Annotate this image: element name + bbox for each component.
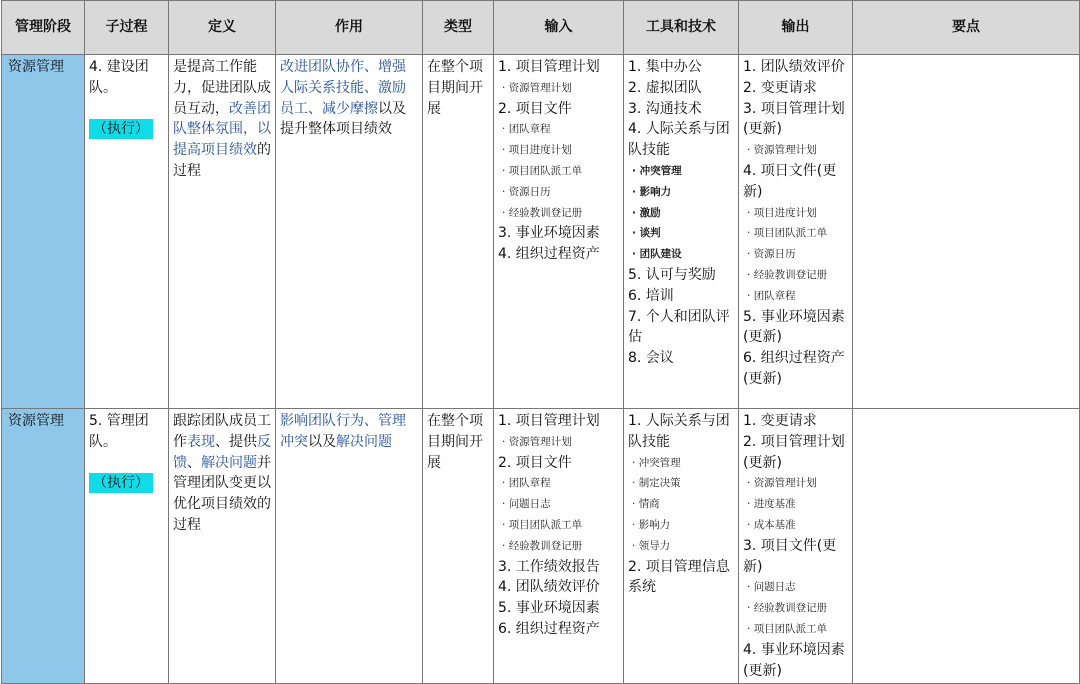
list-subitem: · 团队章程 [498,119,619,140]
tools-cell [624,55,739,409]
list-item: 1. 集中办公 [628,59,702,75]
table-row [2,55,1080,409]
list-subitem: · 项目团队派工单 [743,619,848,640]
header-definition: 定义 [169,1,276,55]
header-stage: 管理阶段 [2,1,85,55]
text-run: 是提高工作能力，促进团队成员互动， [173,59,271,117]
subprocess-name: 4. 建设团队。 [89,59,149,96]
exec-badge: （执行） [89,473,153,493]
text-run: 并管理团队变更以优化项目绩效的过程 [173,454,271,533]
list-item: 3. 事业环境因素 [498,225,600,242]
highlighted-text: 反馈 [173,433,271,471]
list-item: 8. 会议 [628,350,674,367]
list-item: 6. 组织过程资产(更新) [743,350,845,387]
header-inputs: 输入 [494,1,624,55]
list-subitem: · 领导力 [628,536,734,557]
list-subitem: · 谈判 [628,223,734,244]
header-tools: 工具和技术 [624,1,739,55]
purpose-cell [276,55,423,409]
exec-badge: （执行） [89,119,153,139]
list-subitem: · 冲突管理 [628,453,734,474]
type-cell: 在整个项目期间开展 [423,409,494,684]
inputs-cell [494,55,624,409]
list-subitem: · 经验教训登记册 [743,265,848,286]
list-item: 3. 工作绩效报告 [498,558,600,575]
list-item: 2. 项目管理信息系统 [628,558,730,596]
header-type: 类型 [423,1,494,55]
list-subitem: · 团队章程 [498,473,619,494]
list-subitem: · 资源日历 [498,182,619,203]
list-subitem: · 影响力 [628,515,734,536]
stage-cell: 资源管理 [2,409,85,684]
list-subitem: · 团队建设 [628,244,734,265]
list-subitem: · 资源管理计划 [743,473,848,494]
definition-cell [169,409,276,684]
highlighted-text: 解决问题 [201,454,257,471]
process-table [1,0,1080,684]
list-item: 4. 人际关系与团队技能 [628,121,730,159]
list-item: 7. 个人和团队评估 [628,308,730,346]
purpose-cell [276,409,423,684]
list-item: 4. 团队绩效评价 [498,579,600,596]
list-item: 1. 团队绩效评价 [743,59,845,75]
text-run: 、提供 [215,433,257,450]
list-item: 2. 项目文件 [498,454,572,471]
highlighted-text: 表现 [187,433,215,450]
highlighted-text: 改善团队整体氛围，以提高项目绩效 [173,100,271,159]
highlighted-text: 影响团队行为、管理冲突 [280,413,406,450]
definition-cell [169,55,276,409]
list-subitem: · 资源管理计划 [498,78,619,99]
stage-cell: 资源管理 [2,55,85,409]
list-item: 1. 变更请求 [743,413,817,429]
list-subitem: · 资源管理计划 [498,432,619,453]
notes-cell [853,55,1080,409]
subprocess-cell [85,55,169,409]
list-item: 4. 组织过程资产 [498,246,600,263]
list-subitem: · 团队章程 [743,286,848,307]
list-item: 4. 事业环境因素(更新) [743,641,845,679]
list-subitem: · 冲突管理 [628,161,734,182]
list-subitem: · 成本基准 [743,515,848,536]
highlighted-text: 解决问题 [336,433,392,450]
list-item: 5. 事业环境因素(更新) [743,308,845,346]
list-item: 1. 人际关系与团队技能 [628,413,730,450]
list-subitem: · 经验教训登记册 [743,598,848,619]
list-item: 5. 认可与奖励 [628,266,716,283]
list-subitem: · 项目进度计划 [743,203,848,224]
tools-cell [624,409,739,684]
list-subitem: · 项目进度计划 [498,140,619,161]
notes-cell [853,409,1080,684]
header-subprocess: 子过程 [85,1,169,55]
outputs-cell [739,55,853,409]
list-subitem: · 项目团队派工单 [498,515,619,536]
list-item: 2. 项目管理计划(更新) [743,433,845,471]
list-subitem: · 经验教训登记册 [498,536,619,557]
list-item: 6. 组织过程资产 [498,620,600,637]
list-subitem: · 资源管理计划 [743,140,848,161]
list-subitem: · 问题日志 [743,577,848,598]
text-run: 以及提升整体项目绩效 [280,100,406,138]
list-item: 1. 项目管理计划 [498,413,600,429]
subprocess-cell [85,409,169,684]
list-item: 1. 项目管理计划 [498,59,600,75]
list-subitem: · 项目团队派工单 [743,223,848,244]
type-cell: 在整个项目期间开展 [423,55,494,409]
text-run: 的过程 [173,142,271,179]
list-item: 5. 事业环境因素 [498,600,600,617]
list-subitem: · 经验教训登记册 [498,203,619,224]
list-item: 3. 沟通技术 [628,100,702,117]
text-run: 、 [187,454,201,471]
list-subitem: · 情商 [628,494,734,515]
subprocess-name: 5. 管理团队。 [89,413,149,450]
inputs-cell [494,409,624,684]
header-outputs: 输出 [739,1,853,55]
list-subitem: · 项目团队派工单 [498,161,619,182]
list-subitem: · 激励 [628,203,734,224]
text-run: 以及 [308,433,336,450]
outputs-cell [739,409,853,684]
list-item: 2. 项目文件 [498,100,572,117]
list-item: 3. 项目管理计划(更新) [743,100,845,138]
list-item: 3. 项目文件(更新) [743,537,837,575]
list-item: 2. 变更请求 [743,79,817,96]
list-item: 4. 项日文件(更新) [743,162,837,200]
list-subitem: · 制定决策 [628,473,734,494]
list-subitem: · 进度基准 [743,494,848,515]
highlighted-text: 改进团队协作、增强人际关系技能、激励员工、减少摩擦 [280,59,406,117]
text-run: 跟踪团队成员工作 [173,413,271,450]
header-purpose: 作用 [276,1,423,55]
table-row [2,409,1080,684]
list-item: 6. 培训 [628,287,674,304]
list-subitem: · 影响力 [628,182,734,203]
header-notes: 要点 [853,1,1080,55]
header-row [2,1,1080,55]
list-subitem: · 问题日志 [498,494,619,515]
list-item: 2. 虚拟团队 [628,79,702,96]
list-subitem: · 资源日历 [743,244,848,265]
